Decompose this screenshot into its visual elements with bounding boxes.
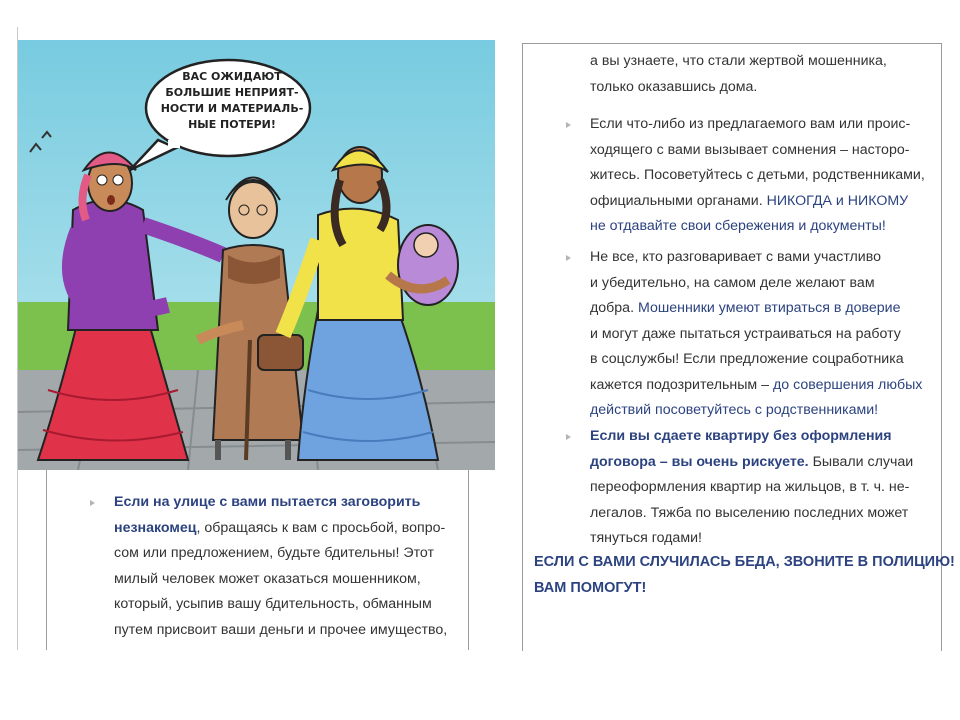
highlight-text: действий посоветуйтесь с родственниками! (590, 402, 879, 418)
text-line: в соцслужбы! Если предложение соцработника (590, 351, 904, 367)
left-text-column (46, 470, 469, 650)
text-line: только оказавшись дома. (590, 78, 758, 95)
text-line: сом или предложением, будьте бдительны! Этот (114, 545, 434, 561)
text-line: который, усыпив вашу бдительность, обманным (114, 596, 432, 612)
text-line: Если на улице с вами пытается заговорить (114, 494, 421, 510)
highlight-text: незнакомец (114, 519, 197, 536)
text-line: , обращаясь к вам с просьбой, вопро- (196, 519, 446, 536)
text-line: переоформления квартир на жильцов, в т. ч. не- (590, 479, 910, 495)
closing-line-1: ЕСЛИ С ВАМИ СЛУЧИЛАСЬ БЕДА, ЗВОНИТЕ В ПОЛИЦИЮ! (534, 554, 955, 570)
highlight-text: Мошенники умеют втираться в доверие (637, 300, 901, 316)
text-line: официальными органами. (590, 192, 767, 209)
paragraph-not-all-kind (590, 245, 922, 424)
paragraph-apartment-rental (590, 424, 913, 552)
right-text-column (522, 43, 955, 651)
text-line: Не все, кто разговаривает с вами участливо (590, 249, 882, 265)
highlight-text: НИКОГДА и НИКОМУ (766, 192, 909, 209)
text-line: путем присвоит ваши деньги и прочее имущество, (114, 621, 448, 638)
highlight-text: договора – вы очень рискуете. (590, 453, 809, 470)
text-line: милый человек может оказаться мошенником, (114, 570, 421, 587)
closing-line-2: ВАМ ПОМОГУТ! (534, 580, 647, 596)
cartoon-illustration (18, 40, 495, 470)
text-line: Если что-либо из предлагаемого вам или проис- (590, 116, 911, 132)
text-line: и убедительно, на самом деле желают вам (590, 274, 875, 291)
police-call-message (534, 549, 955, 601)
text-line: ходящего с вами вызывает сомнения – насторо- (590, 141, 910, 158)
text-line: житесь. Посоветуйтесь с детьми, родственниками, (590, 167, 925, 183)
text-line: тянуться годами! (590, 530, 702, 546)
paragraph-continuation (590, 49, 887, 100)
paragraph-stranger-warning (114, 490, 447, 643)
text-line: кажется подозрительным – (590, 376, 773, 393)
bubble-line-2: БОЛЬШИЕ НЕПРИЯТ- (165, 86, 299, 99)
bubble-line-4: НЫЕ ПОТЕРИ! (188, 118, 276, 131)
highlight-text: до совершения любых (772, 376, 923, 393)
bubble-line-1: ВАС ОЖИДАЮТ (182, 70, 282, 83)
highlight-text: не отдавайте свои сбережения и документы! (590, 218, 886, 234)
text-line: а вы узнаете, что стали жертвой мошенника, (590, 53, 887, 69)
text-line: Бывали случаи (808, 453, 914, 470)
text-line: Если вы сдаете квартиру без оформления (590, 428, 892, 444)
text-line: добра. (590, 300, 638, 316)
scammers-scene-image (18, 40, 495, 470)
bubble-line-3: НОСТИ И МАТЕРИАЛЬ- (160, 102, 304, 115)
paragraph-doubts (590, 112, 925, 240)
text-line: легалов. Тяжба по выселению последних может (590, 504, 909, 521)
text-line: и могут даже пытаться устраиваться на работу (590, 325, 901, 342)
